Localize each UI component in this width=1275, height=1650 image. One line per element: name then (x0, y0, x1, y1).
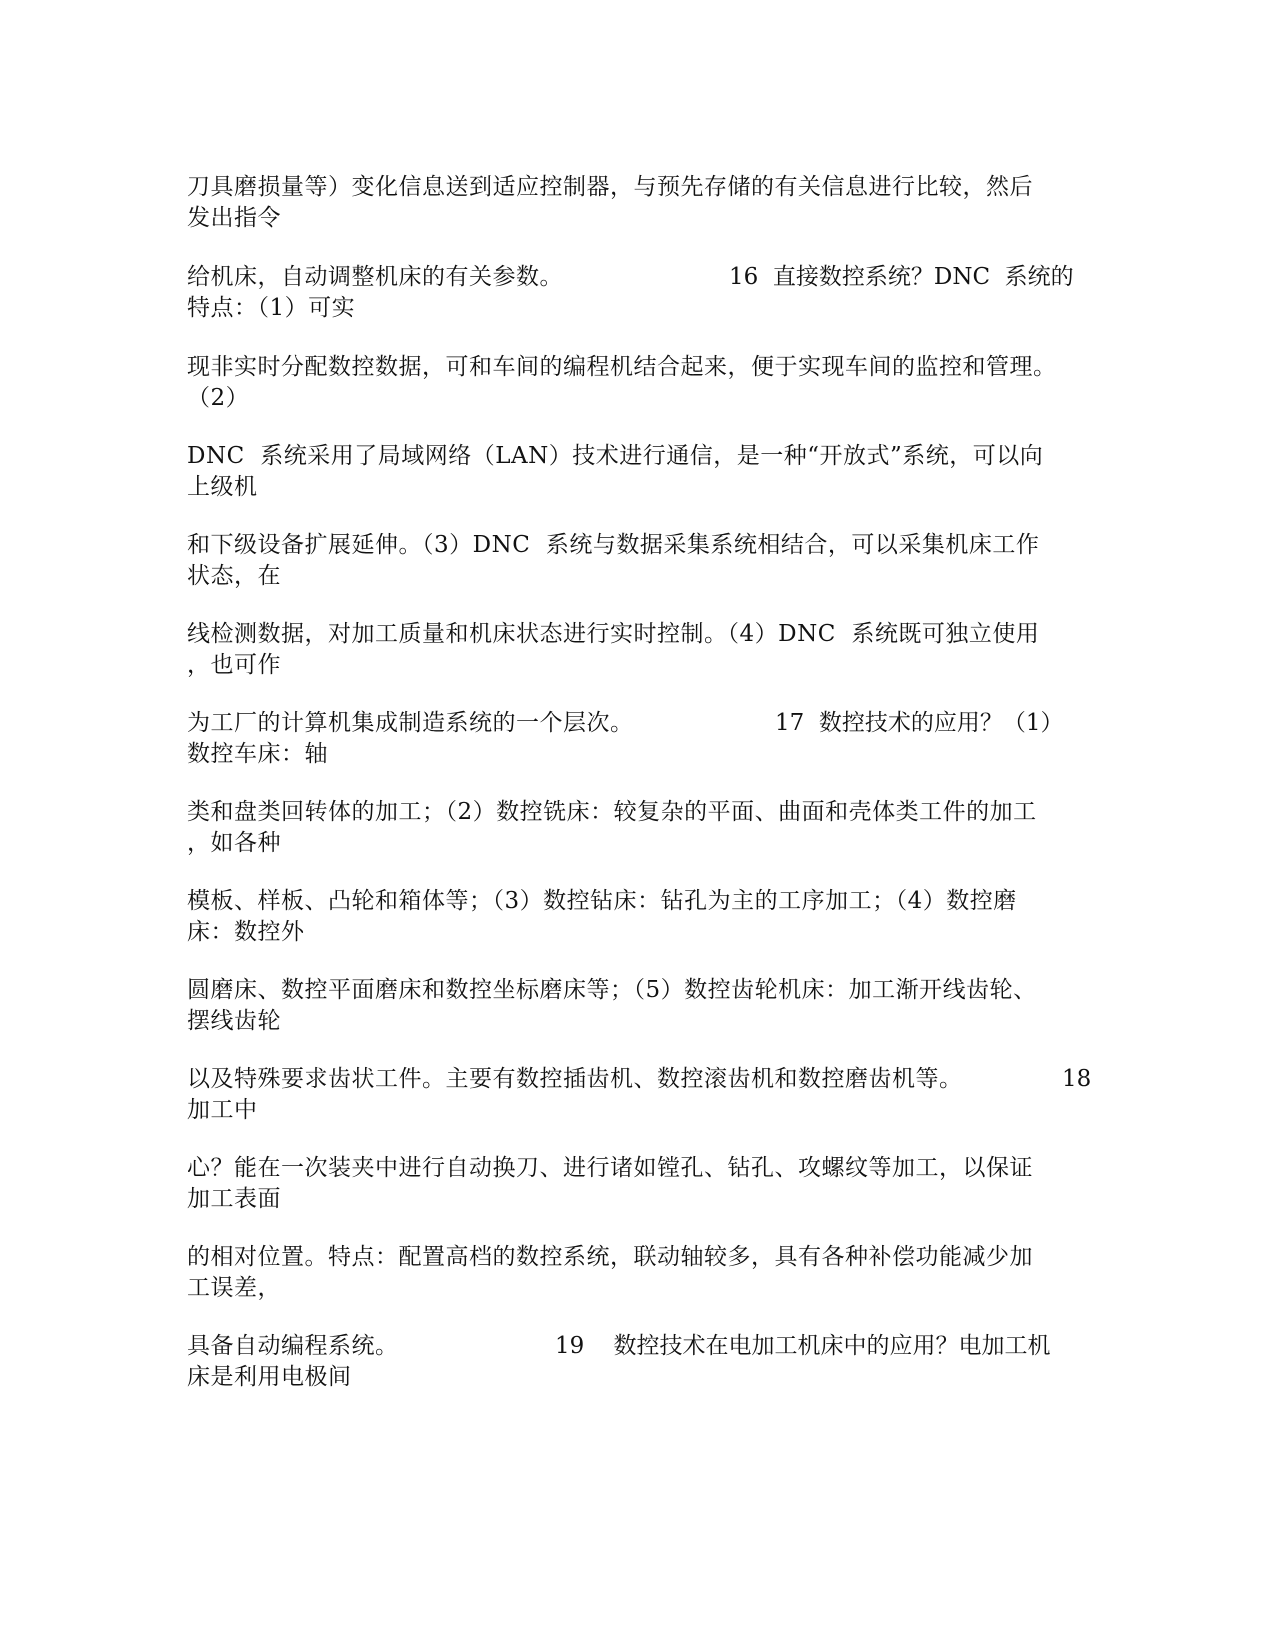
text-line: 心？能在一次装夹中进行自动换刀、进行诸如镗孔、钻孔、攻螺纹等加工，以保证 (187, 1155, 1033, 1181)
text-line: 线检测数据，对加工质量和机床状态进行实时控制。（4）DNC 系统既可独立使用 (187, 621, 1040, 647)
text-line: 上级机 (187, 474, 258, 500)
question-heading: 16 直接数控系统？DNC 系统的 (729, 264, 1074, 290)
text-line: DNC 系统采用了局域网络（LAN）技术进行通信，是一种“开放式”系统，可以向 (187, 443, 1044, 469)
text-line: 具备自动编程系统。 (187, 1333, 399, 1359)
text-line: 为工厂的计算机集成制造系统的一个层次。 (187, 710, 634, 736)
text-line: ，如各种 (187, 830, 281, 856)
text-line: 圆磨床、数控平面磨床和数控坐标磨床等；（5）数控齿轮机床：加工渐开线齿轮、 (187, 977, 1037, 1003)
text-line: 工误差， (187, 1275, 281, 1301)
question-heading: 17 数控技术的应用？（1） (775, 710, 1064, 736)
text-line: 以及特殊要求齿状工件。主要有数控插齿机、数控滚齿机和数控磨齿机等。 (187, 1066, 963, 1092)
text-line: 床是利用电极间 (187, 1364, 352, 1390)
text-line: 加工中 (187, 1097, 258, 1123)
text-line: 现非实时分配数控数据，可和车间的编程机结合起来，便于实现车间的监控和管理。 (187, 354, 1057, 380)
text-line: 床：数控外 (187, 919, 305, 945)
text-line: 数控车床：轴 (187, 741, 328, 767)
text-line: 类和盘类回转体的加工；（2）数控铣床：较复杂的平面、曲面和壳体类工件的加工 (187, 799, 1037, 825)
text-line: （2） (187, 385, 250, 411)
text-line: 加工表面 (187, 1186, 281, 1212)
text-line: 特点：（1）可实 (187, 295, 356, 321)
text-line: 模板、样板、凸轮和箱体等；（3）数控钻床：钻孔为主的工序加工；（4）数控磨 (187, 888, 1017, 914)
question-number: 18 (1062, 1066, 1092, 1092)
text-line: 的相对位置。特点：配置高档的数控系统，联动轴较多，具有各种补偿功能减少加 (187, 1244, 1033, 1270)
text-line: 摆线齿轮 (187, 1008, 281, 1034)
text-line: 和下级设备扩展延伸。（3）DNC 系统与数据采集系统相结合，可以采集机床工作 (187, 532, 1040, 558)
text-line: ，也可作 (187, 652, 281, 678)
text-line: 状态，在 (187, 563, 281, 589)
text-line: 刀具磨损量等）变化信息送到适应控制器，与预先存储的有关信息进行比较，然后 (187, 174, 1033, 200)
text-line: 给机床，自动调整机床的有关参数。 (187, 264, 563, 290)
text-line: 发出指令 (187, 205, 281, 231)
question-heading: 19 数控技术在电加工机床中的应用？电加工机 (555, 1333, 1051, 1359)
